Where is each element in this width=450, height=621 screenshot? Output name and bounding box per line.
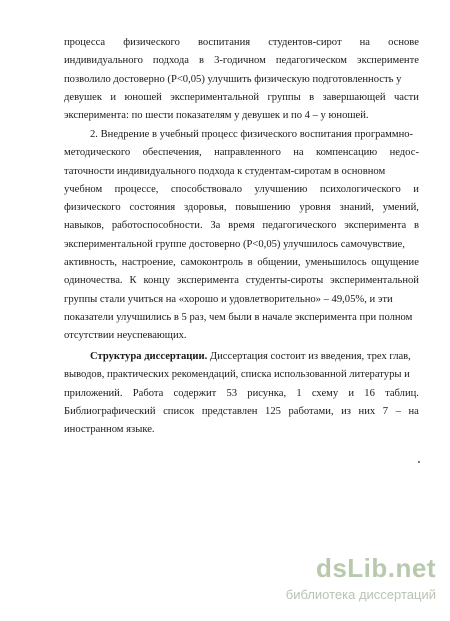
word: недос- [389,147,419,159]
text-line [64,254,419,272]
text-line [64,217,419,235]
word: завершающей [322,91,386,103]
text-line: выводов, практических рекомендаций, списка использованной литературы и [64,369,410,381]
word: индивидуального [64,55,143,67]
text-line [64,403,419,421]
word: время [228,220,255,232]
word: повышению [235,202,291,214]
word: эксперименте [357,55,419,67]
word: содержит [173,387,217,399]
word: направленного [214,147,281,159]
text-line: отсутствии неуспевающих. [64,330,187,342]
word: улучшению [254,183,308,195]
word: знаний, [339,202,374,214]
word: экспериментальной [330,275,419,287]
word: приложений. [64,387,123,399]
word: воспитания [197,37,251,48]
word: девушек [64,91,103,103]
text-line [64,181,419,199]
word: них [358,405,376,417]
text-line: 2. Внедрение в учебный процесс физического воспитания программно- [90,129,414,140]
word: группы [267,91,301,103]
word: навыков, [64,220,105,232]
word: на [359,37,371,48]
watermark-subtitle: библиотека диссертаций [285,587,436,602]
word: экспериментальной [170,91,260,103]
word: педагогическом [275,55,347,67]
text-line [64,52,419,70]
word: состояния [129,202,176,214]
text-line [64,272,419,290]
text-line: позволило достоверно (Р<0,05) улучшить физическую подготовленность у [64,73,402,85]
word: в [199,55,205,67]
word: на [293,147,304,159]
structure-heading: Структура диссертации. [90,351,208,362]
word: студенты-сироты [245,275,324,287]
word: активность, [64,257,118,269]
word: общении, [257,257,301,269]
word: эксперимента [176,275,239,287]
word: способствовало [170,183,243,195]
word: студентов-сирот [268,37,342,48]
text-line: иностранном языке. [64,424,155,436]
word: и [348,387,355,399]
watermark-logo: dsLib.net [315,553,436,583]
word: одиночества. [64,275,123,287]
word: уменьшилось [305,257,367,269]
word: в [309,91,315,103]
word: физического [123,37,180,48]
word: 125 [265,405,281,417]
word: настроение, [121,257,176,269]
word: методического [64,147,131,159]
word: самоконтроль [180,257,243,269]
word: представлен [201,405,258,417]
word: За [210,220,221,232]
word: работами, [288,405,334,417]
word: здоровья, [183,202,227,214]
word: 53 [226,387,238,399]
text-line [64,199,419,217]
word: эксперимента [344,220,407,232]
word: и [413,183,419,195]
word: 1 [296,387,302,399]
text-line: экспериментальной группе достоверно (Р<0,05) улучшилось самочувствие, [64,238,405,250]
word: учебном [64,183,103,195]
watermark [256,553,436,609]
paragraph-3-body [64,366,419,439]
text-line: эксперимента: по шести показателям у девушек и по 4 – у юношей. [64,110,369,122]
word: Библиографический [64,405,156,417]
word: умений, [382,202,419,214]
paragraph-3 [64,348,419,439]
word: юношей [124,91,162,103]
word: в [247,257,253,269]
word: список [163,405,195,417]
word: ощущение [371,257,419,269]
text-line: таточности индивидуального подхода к студентам-сиротам в основном [64,165,386,177]
paragraph-2 [64,126,419,346]
text-line: группы стали учиться на «хорошо и удовлетворительно» – 49,05%, и эти [64,293,393,305]
text-line [64,89,419,107]
word: компенсацию [315,147,378,159]
text-line: показатели улучшились в 5 раз, чем были в начале эксперимента при полном [64,311,413,323]
word: подхода [152,55,189,67]
text-line [64,34,419,52]
word: 7 [382,405,389,417]
word: обеспечения, [142,147,202,159]
paragraph-1 [64,34,419,125]
word: рисунка, [247,387,287,399]
word: – [395,405,401,417]
word: и [110,91,117,103]
word: 16 [364,387,375,399]
word: в [413,220,419,232]
word: работоспособности. [111,220,203,232]
word: процесса [64,37,106,48]
word: уровня [299,202,331,214]
word: Работа [132,387,164,399]
word: на [408,405,419,417]
word: психологического [319,183,401,195]
text-line [64,385,419,403]
word: 3-годичном [214,55,266,67]
word: физического [64,202,121,214]
word: схему [311,387,339,399]
word: основе [388,37,419,48]
scan-dot [418,461,420,463]
text-line [64,144,419,162]
word: таблиц. [385,387,419,399]
structure-line-1-text: Диссертация состоит из введения, трех глав, [209,351,411,362]
paragraph-3-line-1 [64,348,419,366]
word: К [129,275,137,287]
word: педагогического [262,220,337,232]
word: концу [143,275,170,287]
word: процессе, [114,183,159,195]
word: из [341,405,351,417]
word: части [393,91,419,103]
